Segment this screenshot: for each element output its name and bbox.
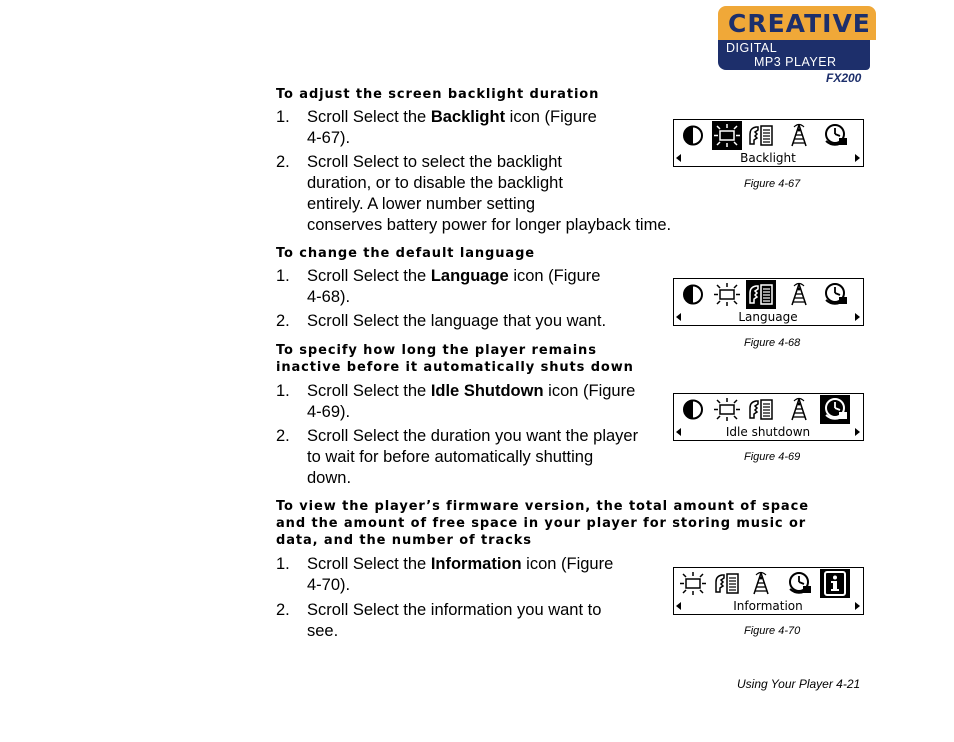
step-number: 2.: [276, 312, 290, 330]
figure-caption: Figure 4-68: [744, 337, 801, 349]
page-footer: Using Your Player 4-21: [737, 677, 861, 691]
logo-bottom-band: [718, 40, 870, 70]
lcd-label-bar: [674, 151, 862, 165]
contrast-icon: [678, 121, 708, 150]
step-number: 1.: [276, 108, 290, 126]
sleep-icon: [784, 569, 814, 598]
figure-caption: Figure 4-67: [744, 178, 801, 190]
language-icon: [746, 395, 776, 424]
lcd-label-bar: [674, 425, 862, 439]
step-line: duration, or to disable the backlight: [307, 174, 563, 192]
lcd-label-bar: [674, 310, 862, 324]
language-icon: [746, 121, 776, 150]
right-arrow-icon: [855, 602, 860, 610]
language-icon: [746, 280, 776, 309]
lcd-menu-label: Backlight: [740, 151, 796, 165]
step-line: Scroll Select the language that you want.: [307, 312, 607, 330]
lcd-screen: [673, 567, 864, 615]
heading-line: To specify how long the player remains: [276, 343, 597, 358]
step-line: Scroll Select the Backlight icon (Figure: [307, 108, 597, 126]
section-heading: [276, 245, 535, 262]
step-line: 4-70).: [307, 576, 351, 594]
language-icon: [712, 569, 742, 598]
backlight-icon: [712, 280, 742, 309]
logo-top-band: [718, 6, 876, 40]
step-line: Scroll Select the Language icon (Figure: [307, 267, 601, 285]
backlight-icon: [678, 569, 708, 598]
lcd-screen: [673, 393, 864, 441]
step-text: [307, 152, 671, 236]
lcd-menu-label: Idle shutdown: [725, 425, 811, 439]
step-line: to wait for before automatically shutting: [307, 448, 594, 466]
sleep-icon: [820, 280, 850, 309]
step-text: [307, 381, 635, 423]
lcd-label-bar: [674, 599, 862, 613]
logo-brand-text: CREATIVE: [728, 9, 871, 38]
heading-line: inactive before it automatically shuts down: [276, 360, 634, 375]
step-text: [307, 600, 601, 642]
lcd-icon-row: [674, 394, 862, 424]
lcd-icon-row: [674, 279, 862, 309]
section-heading: [276, 86, 599, 103]
figure-caption: Figure 4-70: [744, 625, 801, 637]
step-line: 4-68).: [307, 288, 351, 306]
creative-logo: [718, 6, 876, 70]
lcd-menu-label: Language: [738, 310, 798, 324]
idle-shutdown-icon: [784, 121, 814, 150]
section-heading: [276, 498, 809, 549]
step-line: down.: [307, 469, 352, 487]
backlight-icon: [712, 121, 742, 150]
step-text: [307, 266, 600, 308]
step-text: [307, 311, 606, 332]
right-arrow-icon: [855, 428, 860, 436]
step-line: Scroll Select the Information icon (Figure: [307, 555, 614, 573]
sleep-icon: [820, 121, 850, 150]
step-line: Scroll Select the Idle Shutdown icon (Figure: [307, 382, 636, 400]
heading-line: To change the default language: [276, 246, 535, 261]
step-text: [307, 554, 613, 596]
heading-line: To view the player’s firmware version, the total amount of space: [276, 499, 809, 514]
step-text: [307, 107, 597, 149]
right-arrow-icon: [855, 154, 860, 162]
step-number: 1.: [276, 555, 290, 573]
model-label: FX200: [826, 71, 862, 85]
step-number: 2.: [276, 601, 290, 619]
step-text: [307, 426, 638, 489]
right-arrow-icon: [855, 313, 860, 321]
step-number: 2.: [276, 427, 290, 445]
contrast-icon: [678, 280, 708, 309]
step-number: 1.: [276, 267, 290, 285]
section-heading: [276, 342, 634, 376]
lcd-screen: [673, 278, 864, 326]
heading-line: To adjust the screen backlight duration: [276, 87, 600, 102]
sleep-icon: [820, 395, 850, 424]
heading-line: data, and the number of tracks: [276, 533, 532, 548]
step-line: entirely. A lower number setting: [307, 195, 536, 213]
lcd-menu-label: Information: [733, 599, 803, 613]
step-line: 4-69).: [307, 403, 351, 421]
step-number: 1.: [276, 382, 290, 400]
heading-line: and the amount of free space in your player for storing music or: [276, 516, 807, 531]
lcd-icon-row: [674, 120, 862, 150]
step-line: 4-67).: [307, 129, 351, 147]
figure-caption: Figure 4-69: [744, 451, 801, 463]
logo-line2: MP3 PLAYER: [754, 55, 837, 69]
idle-shutdown-icon: [746, 569, 776, 598]
backlight-icon: [712, 395, 742, 424]
logo-line1: DIGITAL: [726, 41, 778, 55]
information-icon: [820, 569, 850, 598]
step-line: Scroll Select the information you want to: [307, 601, 602, 619]
step-line: conserves battery power for longer playback time.: [307, 216, 672, 234]
step-line: Scroll Select to select the backlight: [307, 153, 562, 171]
step-number: 2.: [276, 153, 290, 171]
idle-shutdown-icon: [784, 395, 814, 424]
contrast-icon: [678, 395, 708, 424]
step-line: see.: [307, 622, 339, 640]
lcd-screen: [673, 119, 864, 167]
step-line: Scroll Select the duration you want the player: [307, 427, 639, 445]
lcd-icon-row: [674, 568, 862, 598]
idle-shutdown-icon: [784, 280, 814, 309]
